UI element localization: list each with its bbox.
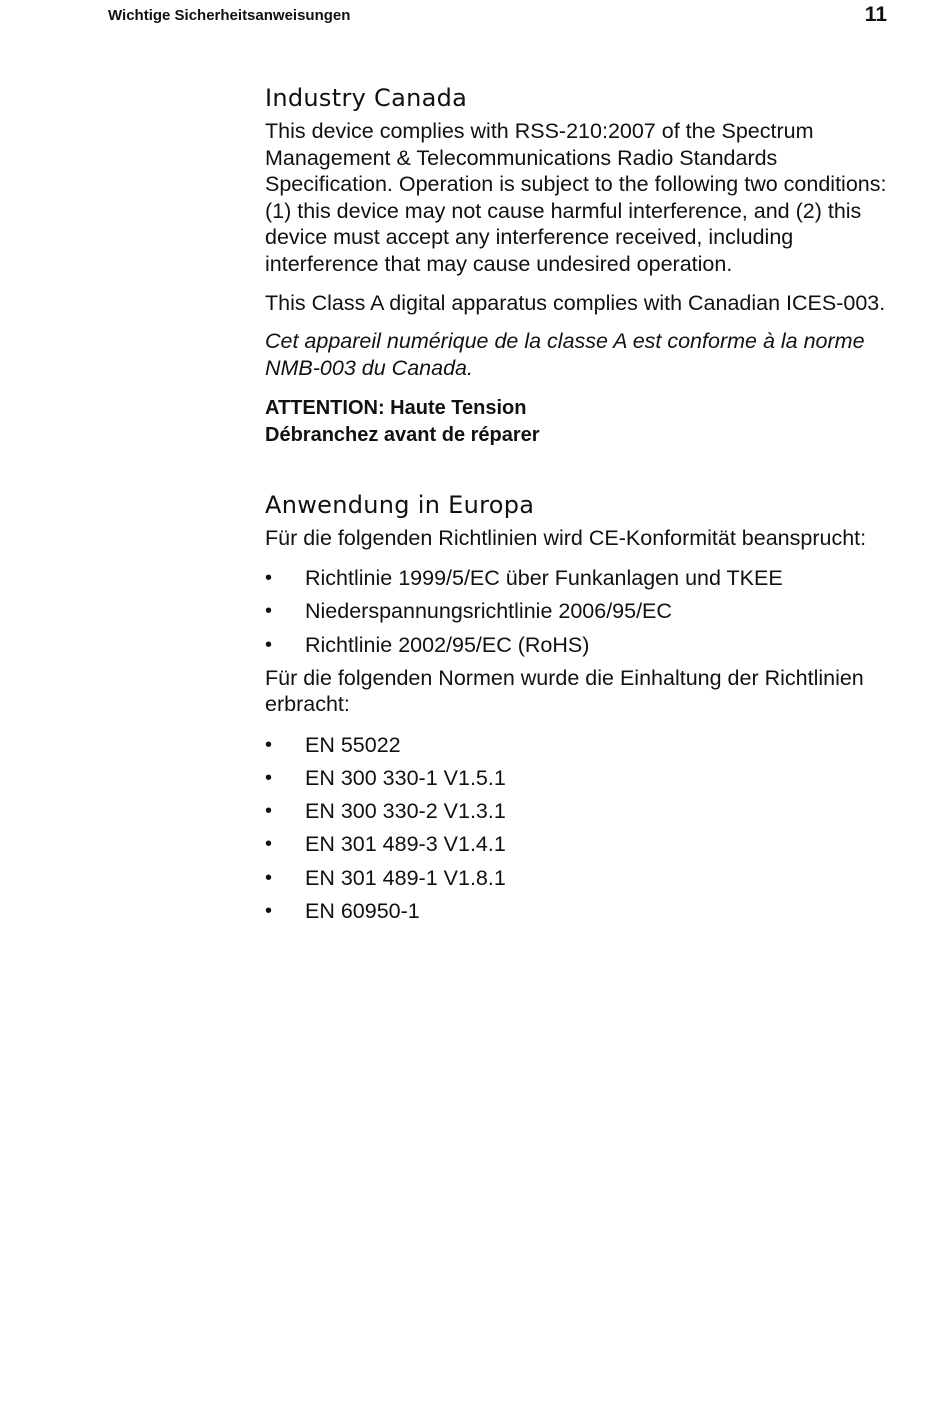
list-item-text: EN 300 330-2 V1.3.1 (305, 799, 506, 824)
list-item (265, 632, 895, 659)
bullet-icon: • (265, 866, 273, 889)
list-item-text: Richtlinie 2002/95/EC (RoHS) (305, 632, 590, 657)
list-item (265, 765, 895, 792)
list-item-text: Richtlinie 1999/5/EC über Funkanlagen und TKEE (305, 566, 783, 591)
bullet-icon: • (265, 833, 273, 856)
list-item-text: EN 55022 (305, 732, 401, 757)
list-item (265, 865, 895, 892)
list-item-text: Niederspannungsrichtlinie 2006/95/EC (305, 599, 672, 624)
warning-line-disconnect: Débranchez avant de réparer (265, 423, 540, 446)
list-item (265, 565, 895, 592)
industry-canada-paragraph-ices: This Class A digital apparatus complies with Canadian ICES-003. (265, 290, 886, 315)
industry-canada-heading: Industry Canada (265, 84, 468, 112)
industry-canada-paragraph-rss: This device complies with RSS-210:2007 of the Spectrum Management & Telecommunications Radio Standards Specification. Operation is subject to the following two conditions: (1) this device may not cause harmful interference, and (2) this device must accept any interference received, including interference that may cause undesired operation. (265, 119, 887, 276)
high-voltage-warning (265, 395, 895, 448)
list-item-text: EN 301 489-1 V1.8.1 (305, 865, 506, 890)
list-item (265, 732, 895, 759)
europe-heading: Anwendung in Europa (265, 490, 535, 519)
europe-standards-intro: Für die folgenden Normen wurde die Einhaltung der Richtlinien erbracht: (265, 665, 864, 717)
list-item (265, 798, 895, 825)
page-number: 11 (864, 3, 887, 26)
running-header-title: Wichtige Sicherheitsanweisungen (108, 7, 351, 24)
list-item-text: EN 60950-1 (305, 898, 420, 923)
directives-list (265, 565, 895, 658)
list-item (265, 898, 895, 925)
europe-directives-intro: Für die folgenden Richtlinien wird CE-Konformität beansprucht: (265, 525, 867, 550)
industry-canada-section (265, 82, 895, 449)
bullet-icon: • (265, 767, 273, 790)
bullet-icon: • (265, 899, 273, 922)
list-item-text: EN 301 489-3 V1.4.1 (305, 832, 506, 857)
warning-line-attention: ATTENTION: Haute Tension (265, 397, 527, 420)
bullet-icon: • (265, 633, 273, 656)
standards-list (265, 732, 895, 925)
europe-section (265, 489, 895, 925)
industry-canada-paragraph-french: Cet appareil numérique de la classe A est conforme à la norme NMB-003 du Canada. (265, 329, 865, 380)
page-content (265, 82, 895, 931)
list-item-text: EN 300 330-1 V1.5.1 (305, 766, 506, 791)
bullet-icon: • (265, 800, 273, 823)
bullet-icon: • (265, 567, 273, 590)
bullet-icon: • (265, 733, 273, 756)
list-item (265, 598, 895, 625)
bullet-icon: • (265, 600, 273, 623)
list-item (265, 831, 895, 858)
